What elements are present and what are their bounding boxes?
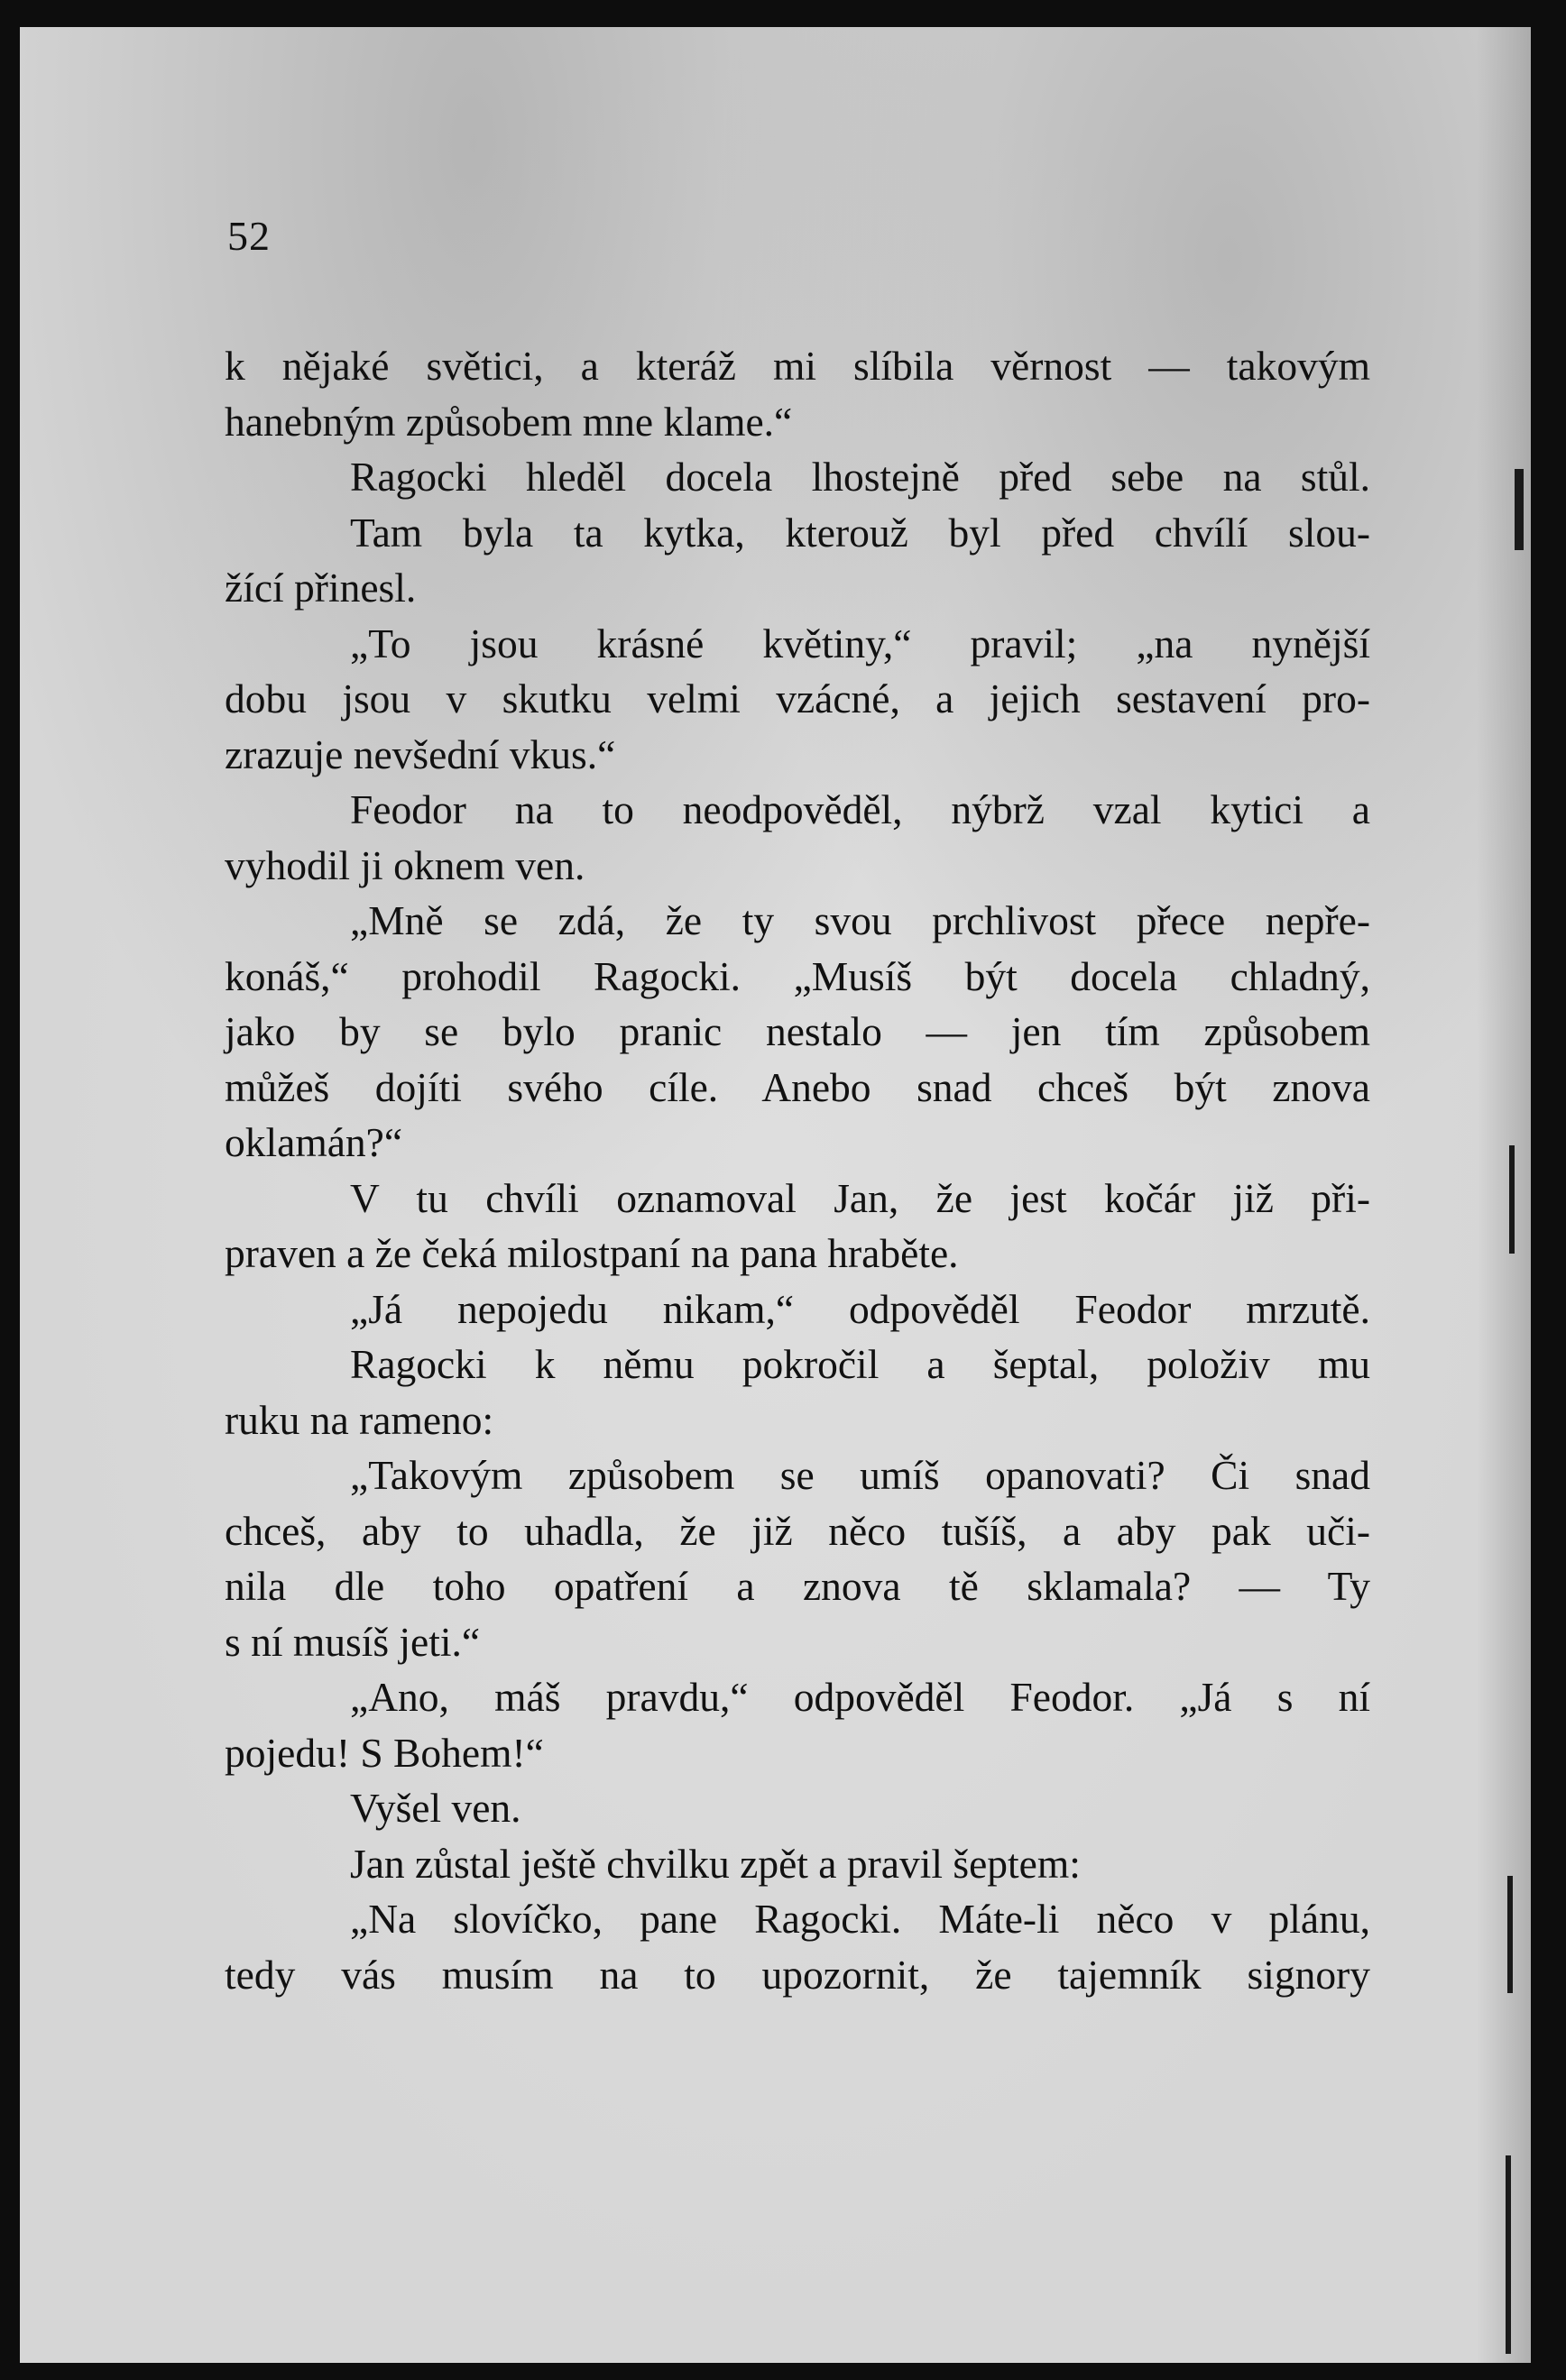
text-line: pojedu! S Bohem!“ <box>225 1729 544 1776</box>
edge-mark-middle <box>1509 1145 1515 1254</box>
text-line: oklamán?“ <box>225 1119 403 1165</box>
page-number: 52 <box>227 213 271 259</box>
text-line: žící přinesl. <box>225 565 417 611</box>
text-line: nila dle toho opatření a znova tě sklamala? — Ty <box>225 1563 1370 1609</box>
text-line: „To jsou krásné květiny,“ pravil; „na nynější <box>350 620 1370 666</box>
text-line: Ragocki hleděl docela lhostejně před sebe na stůl. <box>350 454 1370 500</box>
text-line: vyhodil ji oknem ven. <box>225 841 585 888</box>
text-line: Feodor na to neodpověděl, nýbrž vzal kytici a <box>350 786 1370 832</box>
text-line: konáš,“ prohodil Ragocki. „Musíš být docela chladný, <box>225 952 1370 999</box>
text-line: Ragocki k němu pokročil a šeptal, položiv mu <box>350 1341 1370 1387</box>
text-line: ruku na rameno: <box>225 1396 494 1443</box>
book-page <box>20 27 1531 2363</box>
text-line: s ní musíš jeti.“ <box>225 1618 481 1665</box>
text-line: chceš, aby to uhadla, že již něco tušíš, a aby pak uči- <box>225 1507 1370 1554</box>
text-line: jako by se bylo pranic nestalo — jen tím způsobem <box>225 1008 1370 1054</box>
text-line: „Já nepojedu nikam,“ odpověděl Feodor mrzutě. <box>350 1285 1370 1332</box>
text-line: můžeš dojíti svého cíle. Anebo snad chceš být znova <box>225 1063 1370 1110</box>
text-line: tedy vás musím na to upozornit, že tajemník signory <box>225 1951 1370 1998</box>
text-line: Tam byla ta kytka, kterouž byl před chvílí slou- <box>350 509 1370 556</box>
text-line: „Mně se zdá, že ty svou prchlivost přece nepře- <box>350 897 1370 943</box>
page-edge-shadow <box>1477 27 1531 2363</box>
text-line: k nějaké světici, a kteráž mi slíbila věrnost — takovým <box>225 343 1370 389</box>
body-text <box>225 338 1370 2002</box>
text-line: „Ano, máš pravdu,“ odpověděl Feodor. „Já s ní <box>350 1674 1370 1720</box>
text-line: Vyšel ven. <box>350 1785 521 1831</box>
edge-mark-top <box>1515 469 1524 550</box>
text-line: Jan zůstal ještě chvilku zpět a pravil šeptem: <box>350 1840 1081 1887</box>
text-line: „Na slovíčko, pane Ragocki. Máte-li něco v plánu, <box>350 1896 1370 1942</box>
edge-mark-bottom <box>1506 2155 1511 2354</box>
text-line: zrazuje nevšední vkus.“ <box>225 731 616 777</box>
text-line: V tu chvíli oznamoval Jan, že jest kočár již při- <box>350 1174 1370 1221</box>
text-line: hanebným způsobem mne klame.“ <box>225 398 793 445</box>
text-line: praven a že čeká milostpaní na pana hraběte. <box>225 1230 959 1276</box>
text-line: dobu jsou v skutku velmi vzácné, a jejich sestavení pro- <box>225 675 1370 721</box>
edge-mark-lower <box>1507 1876 1513 1993</box>
text-line: „Takovým způsobem se umíš opanovati? Či snad <box>350 1452 1370 1498</box>
